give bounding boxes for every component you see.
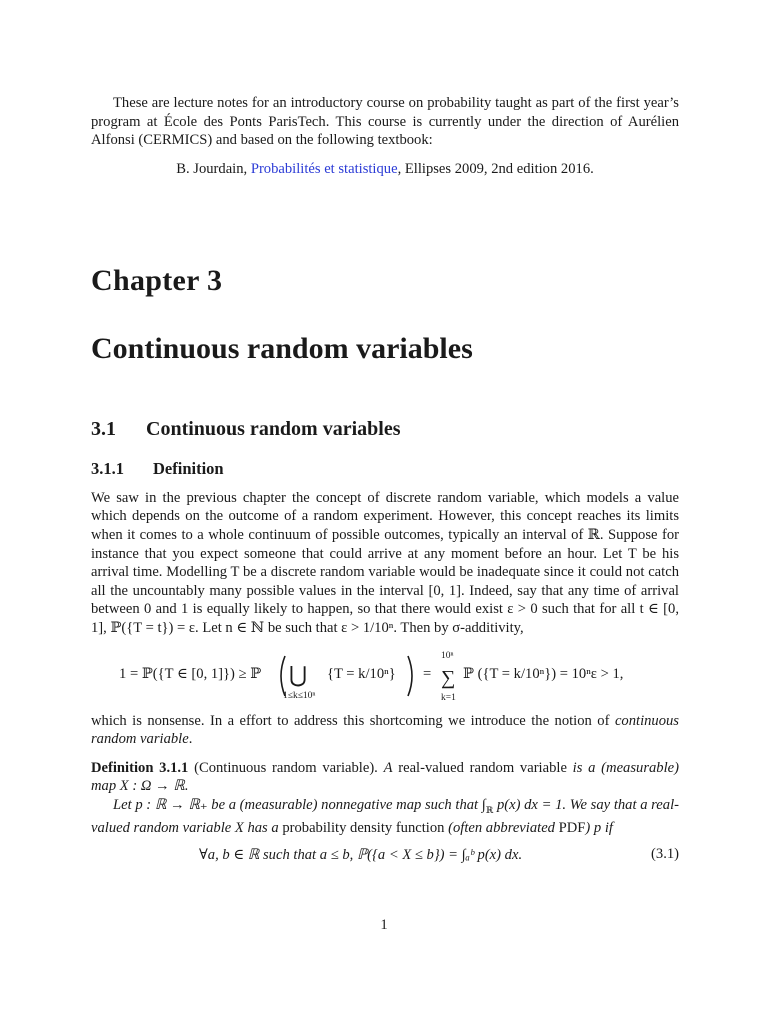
right-paren <box>408 656 412 696</box>
chapter-title: Continuous random variables <box>91 331 473 365</box>
reference-title-link[interactable]: Probabilités et statistique <box>250 160 398 177</box>
page-content <box>91 94 679 872</box>
sum-term: ℙ ({T = k/10ⁿ}) = 10ⁿε > 1, <box>463 665 624 682</box>
equation-equals: = <box>423 665 432 682</box>
page-number: 1 <box>380 917 388 933</box>
equation-number: (3.1) <box>651 846 679 862</box>
section-heading <box>91 418 679 441</box>
sum-symbol: ∑ <box>441 666 456 689</box>
pdf-equation <box>91 840 679 872</box>
reference-author: B. Jourdain, <box>176 160 251 177</box>
textbook-reference <box>91 161 679 178</box>
integral-subscript: ℝ <box>485 804 494 815</box>
reference-details: , Ellipses 2009, 2nd edition 2016. <box>397 160 594 177</box>
definition-term: real-valued random variable <box>392 759 573 776</box>
left-paren <box>281 656 285 696</box>
definition-label: Definition 3.1.1 <box>91 759 189 776</box>
definition-pdf-paragraph <box>91 796 679 838</box>
pdf-equation-body: ∀a, b ∈ ℝ such that a ≤ b, ℙ({a < X ≤ b}) = ∫ₐᵇ p(x) dx. <box>199 847 523 863</box>
definition-text-b: is a (measurable) map X : Ω → ℝ. <box>91 759 679 795</box>
body-paragraph-2 <box>91 712 679 749</box>
subsection-title: Definition <box>153 458 224 478</box>
union-subscript: 1≤k≤10ⁿ <box>283 690 316 701</box>
equation-lhs: 1 = ℙ({T ∈ [0, 1]}) ≥ ℙ <box>119 665 262 682</box>
paragraph-2-text: which is nonsense. In a effort to address this shortcoming we introduce the notion of <box>91 712 615 729</box>
definition-name: (Continuous random variable). <box>188 759 384 776</box>
pdf-text-d: ) p if <box>585 820 613 837</box>
definition-block <box>91 759 679 796</box>
section-title: Continuous random variables <box>146 417 401 440</box>
sum-lower-limit: k=1 <box>441 692 456 703</box>
definition-text-a: A <box>383 759 393 776</box>
pdf-text-b: p(x) dx = 1. We say that a real-valued random variable X has a <box>91 796 679 837</box>
body-paragraph-1: We saw in the previous chapter the concept of discrete random variable, which models a value which depends on the outcome of a random experiment. However, this concept reaches its limits when it comes to a whole continuum of possible outcomes, typically an interval of ℝ. Suppose for instance that you expect someone that could arrive at any moment before an hour. Let T be his arrival time. Modelling T be a discrete random variable would be inadequate since it could not catch all the uncountably many possible values in the interval [0, 1]. Indeed, say that any time of arrival between 0 and 1 is equally likely to happen, so that there would exist ε > 0 such that for all t ∈ [0, 1], ℙ({T = t}) = ε. Let n ∈ ℕ be such that ε > 1/10ⁿ. Then by σ-additivity, <box>91 489 679 636</box>
sigma-additivity-equation <box>91 646 679 706</box>
section-number: 3.1 <box>91 417 116 440</box>
union-term: {T = k/10ⁿ} <box>327 665 396 682</box>
paragraph-2-emphasis: continuous random variable <box>91 712 679 748</box>
paragraph-2-end: . <box>188 731 193 748</box>
pdf-text-c: (often abbreviated <box>444 820 559 837</box>
subsection-heading <box>91 459 679 479</box>
union-symbol: ⋃ <box>289 661 308 687</box>
pdf-term: probability density function <box>282 820 445 837</box>
pdf-abbrev: PDF <box>558 820 586 837</box>
sum-upper-limit: 10ⁿ <box>441 650 454 661</box>
chapter-number: Chapter 3 <box>91 263 223 297</box>
subsection-number: 3.1.1 <box>91 458 124 478</box>
pdf-text-a: Let p : ℝ → ℝ₊ be a (measurable) nonnegative map such that ∫ <box>113 796 486 813</box>
intro-paragraph: These are lecture notes for an introductory course on probability taught as part of the first year’s program at École des Ponts ParisTech. This course is currently under the direction of Aurélien Alfonsi (CERMICS) and based on the following textbook: <box>91 95 679 149</box>
